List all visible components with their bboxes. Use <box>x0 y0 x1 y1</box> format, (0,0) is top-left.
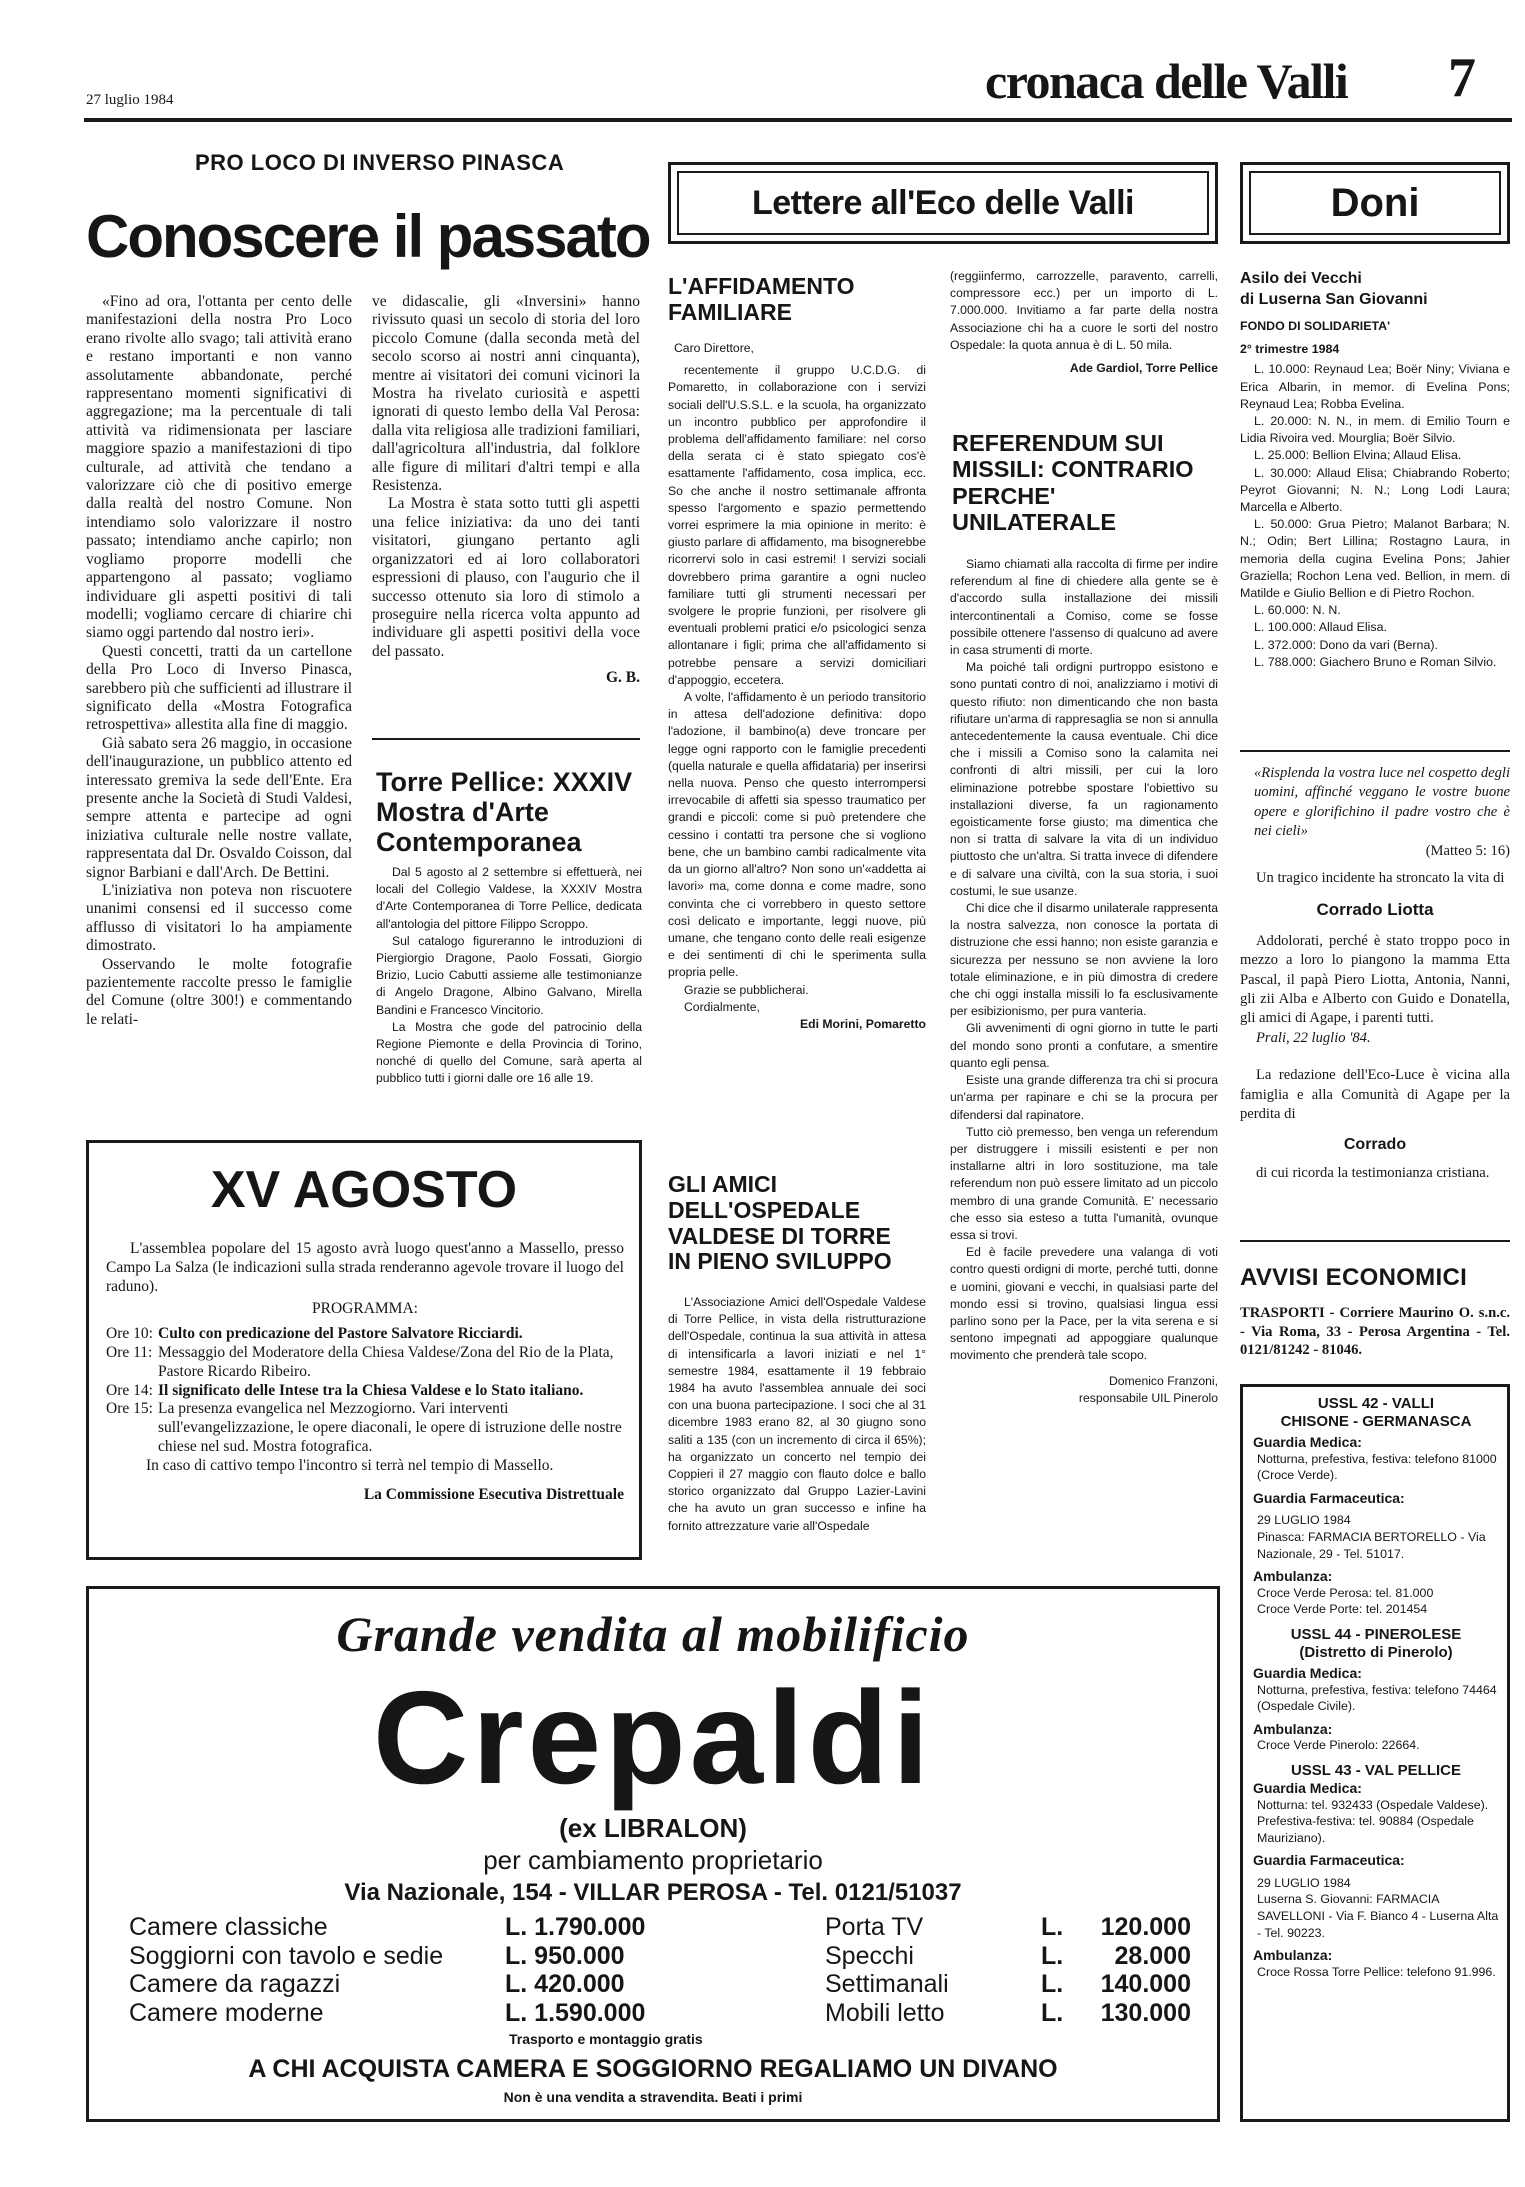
section-title: cronaca delle Valli <box>985 53 1348 109</box>
obituary-text-2: La redazione dell'Eco-Luce è vicina alla famiglia e alla Comunità di Agape per la perdita di <box>1240 1067 1510 1123</box>
amici-headline: GLI AMICI DELL'OSPEDALE VALDESE DI TORRE IN PIENO SVILUPPO <box>668 1171 892 1275</box>
ad-tagline: Non è una vendita a stravendita. Beati i primi <box>503 2089 803 2105</box>
divider <box>372 738 640 740</box>
obituary-intro: Un tragico incidente ha stroncato la vita di <box>1256 870 1505 887</box>
ad-price: L. 420.000 <box>505 1970 625 1998</box>
doni-entry: L. 100.000: Allaud Elisa. <box>1254 620 1387 635</box>
ad-item: Specchi <box>825 1941 914 1970</box>
referendum-signature-role: responsabile UIL Pinerolo <box>1078 1390 1218 1405</box>
affidamento-headline: L'AFFIDAMENTO FAMILIARE <box>668 273 855 325</box>
avvisi-text <box>1240 1304 1510 1360</box>
divider <box>1240 750 1510 752</box>
amici-body <box>668 1294 926 1535</box>
avvisi-content: - Corriere Maurino O. s.n.c. - Via Roma, 33 - Perosa Argentina - Tel. 0121/81242 - 81046. <box>1240 1305 1510 1359</box>
doni-period: 2° trimestre 1984 <box>1240 342 1340 357</box>
paragraph: L'iniziativa non poteva non riscuotere unanimi consensi ed il successo come afflusso di visitatori lo ha ampiamente dimostrato. <box>86 882 352 955</box>
paragraph: Dal 5 agosto al 2 settembre si effettuerà, nei locali del Collegio Valdese, la XXXIV Mostra d'Arte Contemporanea di Torre Pellice, dedicata all'antologia del pittore Filippo Scroppo. <box>376 865 642 931</box>
obituary-place: Prali, 22 luglio '84. <box>1256 1029 1371 1046</box>
program-item <box>106 1325 624 1344</box>
program-label: PROGRAMMA: <box>312 1300 418 1318</box>
ad-price-row <box>825 1970 1195 1999</box>
affidamento-signature: Edi Morini, Pomaretto <box>800 1016 926 1031</box>
ad-currency: L. <box>1041 1913 1064 1941</box>
ad-price: L. 950.000 <box>505 1941 625 1970</box>
ussl-section <box>1253 1395 1499 1618</box>
ad-price-row <box>129 1942 689 1971</box>
obituary-name: Corrado Liotta <box>1316 900 1434 920</box>
ussl-label: Ambulanza: <box>1253 1720 1333 1737</box>
ussl-label: Guardia Medica: <box>1253 1664 1362 1681</box>
ad-price-row <box>825 1942 1195 1971</box>
bad-weather-note: In caso di cattivo tempo l'incontro si terrà nel tempio di Massello. <box>146 1456 554 1474</box>
program-time: Ore 10: <box>106 1325 153 1343</box>
paragraph: Osservando le molte fotografie pazientemente raccolte presso le famiglie del Comune (oltre 300!) e commentando le relati- <box>86 955 352 1028</box>
lettere-banner-title: Lettere all'Eco delle Valli <box>752 183 1134 222</box>
ad-price-row <box>825 1913 1195 1942</box>
doni-banner <box>1240 162 1510 244</box>
paragraph: Cordialmente, <box>684 999 760 1014</box>
doni-entry: L. 60.000: N. N. <box>1254 603 1341 618</box>
paragraph: «Fino ad ora, l'ottanta per cento delle manifestazioni della nostra Pro Loco erano rivolte allo svago; tali attività erano e restano importanti e non vanno assolutamente abbandonate, perché rappresentano momenti significativi di aggregazione; ma la percentuale di tali attività va ridimensionata per lasciare maggiore spazio a manifestazioni di tipo culturale, ad attività che tendano a valorizzare ciò che di positivo emerge dalla realtà del nostro Comune. Non intendiamo solo valorizzare il nostro passato; intendiamo anche capirlo; non vogliamo proporre modelli che appartengono al passato; vogliamo individuare gli aspetti positivi di tali modelli; vogliamo cercare di chiarire chi siamo oggi partendo dal nostro ieri». <box>86 293 352 642</box>
obituary <box>1240 764 1510 1183</box>
ussl-label: Ambulanza: <box>1253 1947 1333 1964</box>
ussl-text: 29 LUGLIO 1984 Luserna S. Giovanni: FARMACIA SAVELLONI - Via F. Bianco 4 - Luserna Alta - Tel. 90223. <box>1257 1875 1499 1940</box>
ad-ex: (ex LIBRALON) <box>559 1813 747 1843</box>
obituary-name-2: Corrado <box>1343 1135 1407 1153</box>
paragraph: Chi dice che il disarmo unilaterale rappresenta la nostra salvezza, non conosce la portata di distruzione che essi hanno; non esiste garanzia e sicurezza per nessuno se non avviene la loro totale eliminazione, e in più dimostra di credere che chi oggi installa missili lo fa esclusivamente per esibizionismo, per pura vanteria. <box>950 901 1218 1019</box>
proloco-column-2 <box>372 293 640 688</box>
program-item <box>106 1344 624 1382</box>
ad-item: Soggiorni con tavolo e sedie <box>129 1941 444 1970</box>
paragraph: Già sabato sera 26 maggio, in occasione dell'inaugurazione, un pubblico attento ed interessato gremiva la sede dell'Ente. Era presente anche la Società di Studi Valdesi, sempre attenta e partecipe ad ogni iniziativa culturale nelle nostre vallate, rappresentata dal Dr. Osvaldo Coisson, dal signor Barbiani e dall'Arch. De Bettini. <box>86 734 352 881</box>
doni-entry: L. 788.000: Giachero Bruno e Roman Silvio. <box>1254 654 1497 669</box>
ussl-label: Guardia Medica: <box>1253 1434 1362 1450</box>
ad-price: 130.000 <box>1100 1998 1191 2027</box>
ussl-section <box>1253 1626 1499 1754</box>
amici-signature: Ade Gardiol, Torre Pellice <box>1069 361 1218 376</box>
program-time: Ore 14: <box>106 1381 153 1399</box>
obituary-text-3: di cui ricorda la testimonianza cristiana. <box>1256 1164 1490 1181</box>
paragraph: La Mostra che gode del patrocinio della Regione Piemonte e della Provincia di Torino, nonché di quello del Comune, sarà aperta al pubblico tutti i giorni dalle ore 16 alle 19. <box>376 1019 642 1086</box>
ad-price-row <box>129 1913 689 1942</box>
lettere-banner-inner <box>677 171 1209 235</box>
ussl-text: Croce Verde Pinerolo: 22664. <box>1257 1738 1420 1753</box>
proloco-headline: Conoscere il passato <box>86 203 650 270</box>
doni-entry: L. 25.000: Bellion Elvina; Allaud Elisa. <box>1254 448 1462 463</box>
paragraph: Esiste una grande differenza tra chi si procura un'arma per rapinare e chi se la procura per difendersi dal rapinatore. <box>950 1073 1218 1122</box>
ussl-text: Notturna, prefestiva, festiva: telefono 81000 (Croce Verde). <box>1257 1451 1497 1483</box>
referendum-headline: REFERENDUM SUI MISSILI: CONTRARIO PERCHE' UNILATERALE <box>952 430 1194 535</box>
proloco-signature: G. B. <box>605 669 640 687</box>
ussl-label: Guardia Medica: <box>1253 1779 1362 1796</box>
referendum-body <box>950 556 1218 1407</box>
referendum-signature: Domenico Franzoni, <box>1108 1373 1218 1388</box>
ad-item: Camere moderne <box>129 1998 324 2027</box>
doni-heading-2: di Luserna San Giovanni <box>1240 291 1428 308</box>
ussl-text: 29 LUGLIO 1984 Pinasca: FARMACIA BERTORELLO - Via Nazionale, 29 - Tel. 51017. <box>1257 1513 1486 1561</box>
ad-address: Via Nazionale, 154 - VILLAR PEROSA - Tel. 0121/51037 <box>344 1879 962 1906</box>
doni-heading-1: Asilo dei Vecchi <box>1240 270 1362 287</box>
ad-currency: L. <box>1041 1970 1064 1998</box>
paragraph: Tutto ciò premesso, ben venga un referendum per distruggere i missili esistenti e per non installarne altri in loro sostituzione, ma tale referendum non può essere limitato ad un piccolo membro di una grande Comunità. E' necessario che esso sia esteso a tutta l'umanità, ovunque essa si trovi. <box>950 1124 1218 1242</box>
ad-price: 28.000 <box>1114 1941 1191 1970</box>
page-number: 7 <box>1448 47 1476 109</box>
affidamento-body <box>668 340 926 1033</box>
ussl-content <box>1253 1395 1499 1980</box>
avvisi-title: AVVISI ECONOMICI <box>1240 1264 1468 1291</box>
paragraph: La Mostra è stata sotto tutti gli aspetti una felice iniziativa: da uno dei tanti visitatori, giungano pertanto agli organizzatori ed ai loro collaboratori espressioni di plauso, con l'augurio che il successo ottenuto sia loro di stimolo a proseguire nella ricerca volta appunto ad individuare gli aspetti positivi della voce del passato. <box>372 495 640 660</box>
masthead-rule <box>84 118 1512 122</box>
ad-reason: per cambiamento proprietario <box>483 1845 823 1875</box>
ad-item: Mobili letto <box>825 1998 945 2027</box>
ad-price-row <box>825 1999 1195 2028</box>
obituary-quote: «Risplenda la vostra luce nel cospetto degli uomini, affinché veggano le vostre buone opere e glorifichino il padre vostro che è nei cieli» <box>1254 765 1510 840</box>
ad-headline: Grande vendita al mobilificio <box>336 1606 970 1662</box>
program-time: Ore 15: <box>106 1400 153 1418</box>
crepaldi-ad <box>86 1586 1220 2122</box>
ad-price: 120.000 <box>1100 1913 1191 1941</box>
ussl-box <box>1240 1384 1510 2122</box>
ussl-text: Notturna, prefestiva, festiva: telefono 74464 (Ospedale Civile). <box>1257 1682 1497 1714</box>
program-text: La presenza evangelica nel Mezzogiorno. Vari interventi sull'evangelizzazione, le opere diaconali, le opere di istruzione delle nostre chiese nel sud. Mostra fotografica. <box>158 1400 622 1455</box>
program-text: Messaggio del Moderatore della Chiesa Valdese/Zona del Rio de la Plata, Pastore Ricardo Ribeiro. <box>158 1343 614 1380</box>
ad-price-row <box>129 1999 689 2028</box>
program-item <box>106 1382 624 1401</box>
ad-currency: L. <box>1041 1941 1064 1970</box>
ussl-title: USSL 42 - VALLI CHISONE - GERMANASCA <box>1280 1395 1472 1430</box>
xv-agosto-content <box>106 1240 624 1504</box>
doni-entry: L. 50.000: Grua Pietro; Malanot Barbara; N. N.; Odin; Bert Lillina; Rostagno Laura, in memoria della cugina Evelina Pons; Jahier Graziella; Rochon Lena ved. Bellion, in mem. di Matilde e Giulio Bellion e di Pietro Rochon. <box>1240 517 1510 601</box>
paragraph: recentemente il gruppo U.C.D.G. di Pomaretto, in collaborazione con i servizi sociali dell'U.S.S.L. e la scuola, ha organizzato un incontro pubblico per approfondire il problema dell'affidamento familiare: nel corso della serata ci è stato spiegato cos'è esattamente l'affidamento, cosa implica, ecc. So che anche il nostro settimanale affronta spesso l'argomento e spazio permettendo vorrei esprimere la mia opinione in merito: è giusto parlare di affidamento, ma bisognerebbe ricorrervi solo in casi estremi! I servizi sociali dovrebbero prima garantire a ogni nucleo familiare tutti gli strumenti necessari per svolgere le proprie funzioni, per risolvere gli eventuali problemi pratici e/o psicologici senza allontanare i figli; prima che all'affidamento si potrebbe pensare a servizi domiciliari d'appoggio, eccetera. <box>668 363 926 687</box>
doni-entry: L. 30.000: Allaud Elisa; Chiabrando Roberto; Peyrot Giovanni; N. N.; Long Lodi Laura; Marcella e Alberto. <box>1240 465 1510 515</box>
lettere-banner <box>668 162 1218 244</box>
ad-item: Porta TV <box>825 1913 924 1941</box>
paragraph: Gli avvenimenti di ogni giorno in tutte le parti del mondo sono pronti a confutare, a smentire quanto egli pensa. <box>950 1021 1218 1070</box>
ussl-section <box>1253 1762 1499 1981</box>
doni-entry: L. 10.000: Reynaud Lea; Boër Niny; Viviana e Erica Albarin, in memor. di Evelina Pons; Reynaud Lea; Robba Evelina. <box>1240 362 1510 411</box>
ussl-text: Croce Rossa Torre Pellice: telefono 91.996. <box>1257 1964 1496 1979</box>
proloco-kicker: PRO LOCO DI INVERSO PINASCA <box>195 150 565 175</box>
doni-banner-title: Doni <box>1330 180 1420 225</box>
salutation: Caro Direttore, <box>674 341 754 355</box>
ussl-label: Guardia Farmaceutica: <box>1253 1852 1405 1869</box>
ad-item: Camere classiche <box>129 1913 328 1941</box>
doni-fund: FONDO DI SOLIDARIETA' <box>1240 319 1391 333</box>
ad-note: Trasporto e montaggio gratis <box>509 2031 703 2047</box>
program-item <box>106 1400 624 1456</box>
doni-banner-inner <box>1249 171 1501 235</box>
xv-agosto-intro: L'assemblea popolare del 15 agosto avrà luogo quest'anno a Massello, presso Campo La Salza (le indicazioni sulla strada renderanno agevole trovare il luogo del raduno). <box>106 1240 624 1295</box>
paragraph: ve didascalie, gli «Inversini» hanno rivissuto quasi un secolo di storia del loro piccolo Comune (dalla seconda metà del secolo scorso ai nostri anni cinquanta), mentre ai visitatori dei comuni vicinori la Mostra ha rivelato curiosità e aspetti ignorati di questo lembo della Val Perosa: dalla vita religiosa alle tradizioni familiari, dall'agricoltura all'industria, dal folklore alle figure di militari d'altri tempi e alla Resistenza. <box>372 293 640 495</box>
obituary-text: Addolorati, perché è stato troppo poco in mezzo a loro lo piangono la mamma Etta Pascal, il papà Piero Liotta, Antonia, Nanni, gli zii Alba e Alberto con Guido e Donatella, gli amici di Agape, i parenti tutti. <box>1240 932 1510 1027</box>
torre-headline: Torre Pellice: XXXIV Mostra d'Arte Contemporanea <box>376 767 633 858</box>
paragraph: Sul catalogo figureranno le introduzioni di Piergiorgio Dragone, Paolo Fossati, Giorgio Brizio, Lucio Cabutti assieme alle testimonianze di Angelo Dragone, Albino Galvano, Mirella Bandini e Francesco Vincitorio. <box>376 933 642 1017</box>
paragraph: Siamo chiamati alla raccolta di firme per indire referendum al fine di chiedere alla gente se è d'accordo sulla installazione dei missili intercontinentali a Comiso, come se fosse possibile ottenere l'assenso di qualcuno ad avere in casa strumenti di morte. <box>950 557 1218 658</box>
amici-continuation <box>950 268 1218 377</box>
ussl-label: Guardia Farmaceutica: <box>1253 1489 1405 1506</box>
program-text: Il significato delle Intese tra la Chiesa Valdese e lo Stato italiano. <box>158 1381 584 1399</box>
ussl-title: USSL 44 - PINEROLESE (Distretto di Pinerolo) <box>1290 1625 1462 1661</box>
ad-price-list-left <box>129 1913 689 2027</box>
doni-entry: L. 372.000: Dono da vari (Berna). <box>1254 637 1438 652</box>
ad-price: L. 1.790.000 <box>505 1913 646 1941</box>
proloco-column-1 <box>86 293 352 1143</box>
ad-price: 140.000 <box>1100 1970 1191 1998</box>
ad-item: Settimanali <box>825 1970 949 1998</box>
avvisi-category: TRASPORTI <box>1240 1305 1325 1321</box>
ad-price-list-right <box>825 1913 1195 2027</box>
doni-entry: L. 20.000: N. N., in mem. di Emilio Tourn e Lidia Rivoira ved. Mourglia; Boër Silvio. <box>1240 414 1510 446</box>
ussl-label: Ambulanza: <box>1253 1568 1333 1585</box>
issue-date: 27 luglio 1984 <box>86 92 174 108</box>
paragraph: Ma poiché tali ordigni purtroppo esistono e sono puntati contro di noi, analizziamo i motivi di questo rifiuto: non dimenticando che non basta rifiutare un'arma di rappresaglia se non si annulla antecedentemente la causa eventuale. Chi dice che i missili a Comiso sono la calamita nei confronti di altri missili, per cui la loro eliminazione potrebbe spostare l'obiettivo su installazioni diverse, fa un ragionamento egoisticamente forse giusto; ma dimentica che non si tratta di salvare la vita di un individuo piuttosto che un'altra. Si tratta invece di difendere e di salvare una civiltà, con la sua storia, i suoi costumi, le sue usanze. <box>950 660 1218 898</box>
paragraph: A volte, l'affidamento è un periodo transitorio in attesa dell'adozione definitiva: dopo l'adozione, il bambino(a) deve troncare per legge ogni rapporto con le famiglie precedenti (quella naturale e quella affidataria) per inserirsi nella nuova. Penso che questo interrompersi irrevocabile di affetti sia spesso traumatico per grandi e piccoli: come si può pretendere che cessino i contatti tra persone che si vogliono bene, che un bambino cambi radicalmente vita da un giorno all'altro? Non sono un'«addetta ai lavori» ma, come donna e come madre, sono convinta che ci vorrebbero in questo settore così delicato e importante, leggi nuove, più umane, che tengano conto delle reali esigenze e dei sentimenti di chi le sperimenta sulla propria pelle. <box>668 690 926 980</box>
xv-agosto-title: XV AGOSTO <box>210 1161 518 1219</box>
paragraph: Questi concetti, tratti da un cartellone della Pro Loco di Inverso Pinasca, sarebbero più che sufficienti ad illustrare il significato della «Mostra Fotografica retrospettiva» allestita alla fine di maggio. <box>86 642 352 734</box>
ad-brand: Crepaldi <box>372 1664 934 1811</box>
divider <box>1240 1240 1510 1242</box>
ussl-title: USSL 43 - VAL PELLICE <box>1290 1761 1462 1779</box>
paragraph: (reggiinfermo, carrozzelle, paravento, carrelli, compressore ecc.) per un importo di L. 7.000.000. Invitiamo a far parte della nostra Associazione chi ha a cuore le sorti del nostro Ospedale: la quota annua è di L. 50 mila. <box>950 269 1218 352</box>
paragraph: L'Associazione Amici dell'Ospedale Valdese di Torre Pellice, in vista della ristrutturazione dell'Ospedale, continua la sua attività in attesa di intensificarla a lavori iniziati e nel 1° semestre 1984, esattamente il 19 febbraio 1984 ha avuto l'assemblea annuale dei soci con una buona partecipazione. I soci che al 31 dicembre 1983 erano 82, al 30 giugno sono saliti a 135 (con un incremento di circa il 65%); ha organizzato un concerto nel tempio dei Coppieri il 27 maggio con flauto dolce e ballo storico organizzato dal Gruppo Lazier-Lavini che ha avuto un gran successo e infine ha fornito attrezzature varie all'Ospedale <box>668 1295 926 1533</box>
ad-offer: A CHI ACQUISTA CAMERA E SOGGIORNO REGALIAMO UN DIVANO <box>248 2055 1058 2083</box>
paragraph: Ed è facile prevedere una valanga di voti contro questi ordigni di morte, perché tutti, donne e uomini, giovani e vecchi, in qualsiasi parte del mondo essi si trovino, qualsiasi lingua essi parlino sono per la Pace, per la vita serena e si sentono impegnati ad appoggiare qualunque movimento che prenderà tale scopo. <box>950 1245 1218 1363</box>
ad-item: Camere da ragazzi <box>129 1970 341 1998</box>
ad-currency: L. <box>1041 1998 1064 2027</box>
doni-section <box>1240 268 1510 671</box>
ussl-text: Notturna: tel. 932433 (Ospedale Valdese). Prefestiva-festiva: tel. 90884 (Ospedale Mauriziano). <box>1257 1797 1489 1845</box>
torre-body <box>376 864 642 1088</box>
ussl-text: Croce Verde Perosa: tel. 81.000 Croce Verde Porte: tel. 201454 <box>1257 1585 1434 1617</box>
ad-price-row <box>129 1970 689 1999</box>
ad-price: L. 1.590.000 <box>505 1998 646 2027</box>
paragraph: Grazie se pubblicherai. <box>684 982 809 997</box>
obituary-quote-ref: (Matteo 5: 16) <box>1425 842 1510 859</box>
program-text: Culto con predicazione del Pastore Salvatore Ricciardi. <box>158 1325 523 1343</box>
xv-agosto-signature: La Commissione Esecutiva Distrettuale <box>363 1485 624 1503</box>
program-time: Ore 11: <box>106 1343 153 1361</box>
